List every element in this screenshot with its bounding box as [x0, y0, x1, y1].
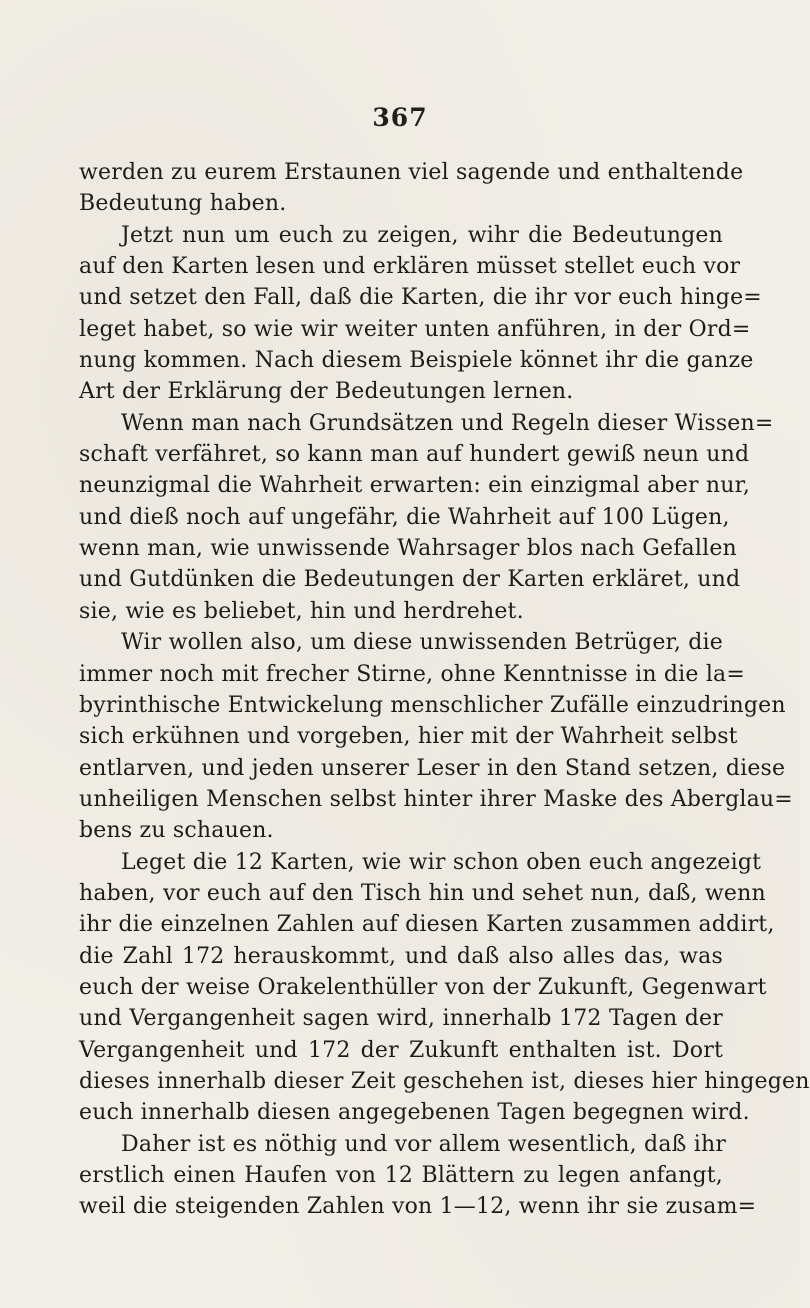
- text-line: entlarven, und jeden unserer Leser in den Stand setzen, diese: [79, 755, 786, 781]
- text-line: leget habet, so wie wir weiter unten anführen, in der Ord=: [79, 316, 751, 342]
- text-line: nung kommen. Nach diesem Beispiele könnet ihr die ganze: [79, 348, 754, 374]
- text-line: byrinthische Entwickelung menschlicher Zufälle einzudringen: [79, 692, 786, 718]
- text-line: euch der weise Orakelenthüller von der Zukunft, Gegenwart: [79, 974, 767, 1000]
- text-line: und Gutdünken die Bedeutungen der Karten erkläret, und: [79, 567, 741, 593]
- text-line: Jetzt nun um euch zu zeigen, wihr die Bedeutungen: [121, 222, 723, 248]
- text-line: Vergangenheit und 172 der Zukunft enthalten ist. Dort: [79, 1037, 723, 1063]
- page-number: 367: [372, 103, 428, 132]
- text-line: und setzet den Fall, daß die Karten, die ihr vor euch hinge=: [79, 285, 762, 311]
- text-line: Bedeutung haben.: [79, 191, 287, 217]
- text-line: sie, wie es beliebet, hin und herdrehet.: [79, 598, 524, 624]
- text-line: neunzigmal die Wahrheit erwarten: ein einzigmal aber nur,: [79, 473, 751, 499]
- text-line: dieses innerhalb dieser Zeit geschehen ist, dieses hier hingegen: [79, 1068, 810, 1094]
- text-line: bens zu schauen.: [79, 818, 274, 844]
- text-line: Wir wollen also, um diese unwissenden Betrüger, die: [121, 630, 723, 656]
- text-line: Leget die 12 Karten, wie wir schon oben euch angezeigt: [121, 849, 762, 875]
- text-line: Art der Erklärung der Bedeutungen lernen.: [79, 379, 574, 405]
- text-line: und Vergangenheit sagen wird, innerhalb 172 Tagen der: [79, 1006, 723, 1032]
- text-line: Wenn man nach Grundsätzen und Regeln dieser Wissen=: [121, 410, 774, 436]
- text-line: haben, vor euch auf den Tisch hin und sehet nun, daß, wenn: [79, 880, 766, 906]
- text-line: unheiligen Menschen selbst hinter ihrer Maske des Aberglau=: [79, 786, 793, 812]
- text-line: und dieß noch auf ungefähr, die Wahrheit auf 100 Lügen,: [79, 504, 730, 530]
- text-line: Daher ist es nöthig und vor allem wesentlich, daß ihr: [121, 1131, 727, 1157]
- text-line: sich erkühnen und vorgeben, hier mit der Wahrheit selbst: [79, 724, 738, 750]
- text-line: auf den Karten lesen und erklären müsset stellet euch vor: [79, 254, 741, 280]
- text-line: ihr die einzelnen Zahlen auf diesen Karten zusammen addirt,: [79, 912, 775, 938]
- text-line: euch innerhalb diesen angegebenen Tagen begegnen wird.: [79, 1100, 750, 1126]
- text-line: erstlich einen Haufen von 12 Blättern zu legen anfangt,: [79, 1163, 723, 1188]
- text-line: werden zu eurem Erstaunen viel sagende und enthaltende: [79, 160, 744, 185]
- text-line: wenn man, wie unwissende Wahrsager blos nach Gefallen: [79, 536, 737, 562]
- text-line: immer noch mit frecher Stirne, ohne Kenntnisse in die la=: [79, 661, 746, 687]
- body-text: [79, 157, 810, 1223]
- text-line: die Zahl 172 herauskommt, und daß also alles das, was: [79, 943, 723, 969]
- text-line: schaft verfähret, so kann man auf hundert gewiß neun und: [79, 442, 750, 468]
- text-line: weil die steigenden Zahlen von 1—12, wenn ihr sie zusam=: [79, 1194, 757, 1220]
